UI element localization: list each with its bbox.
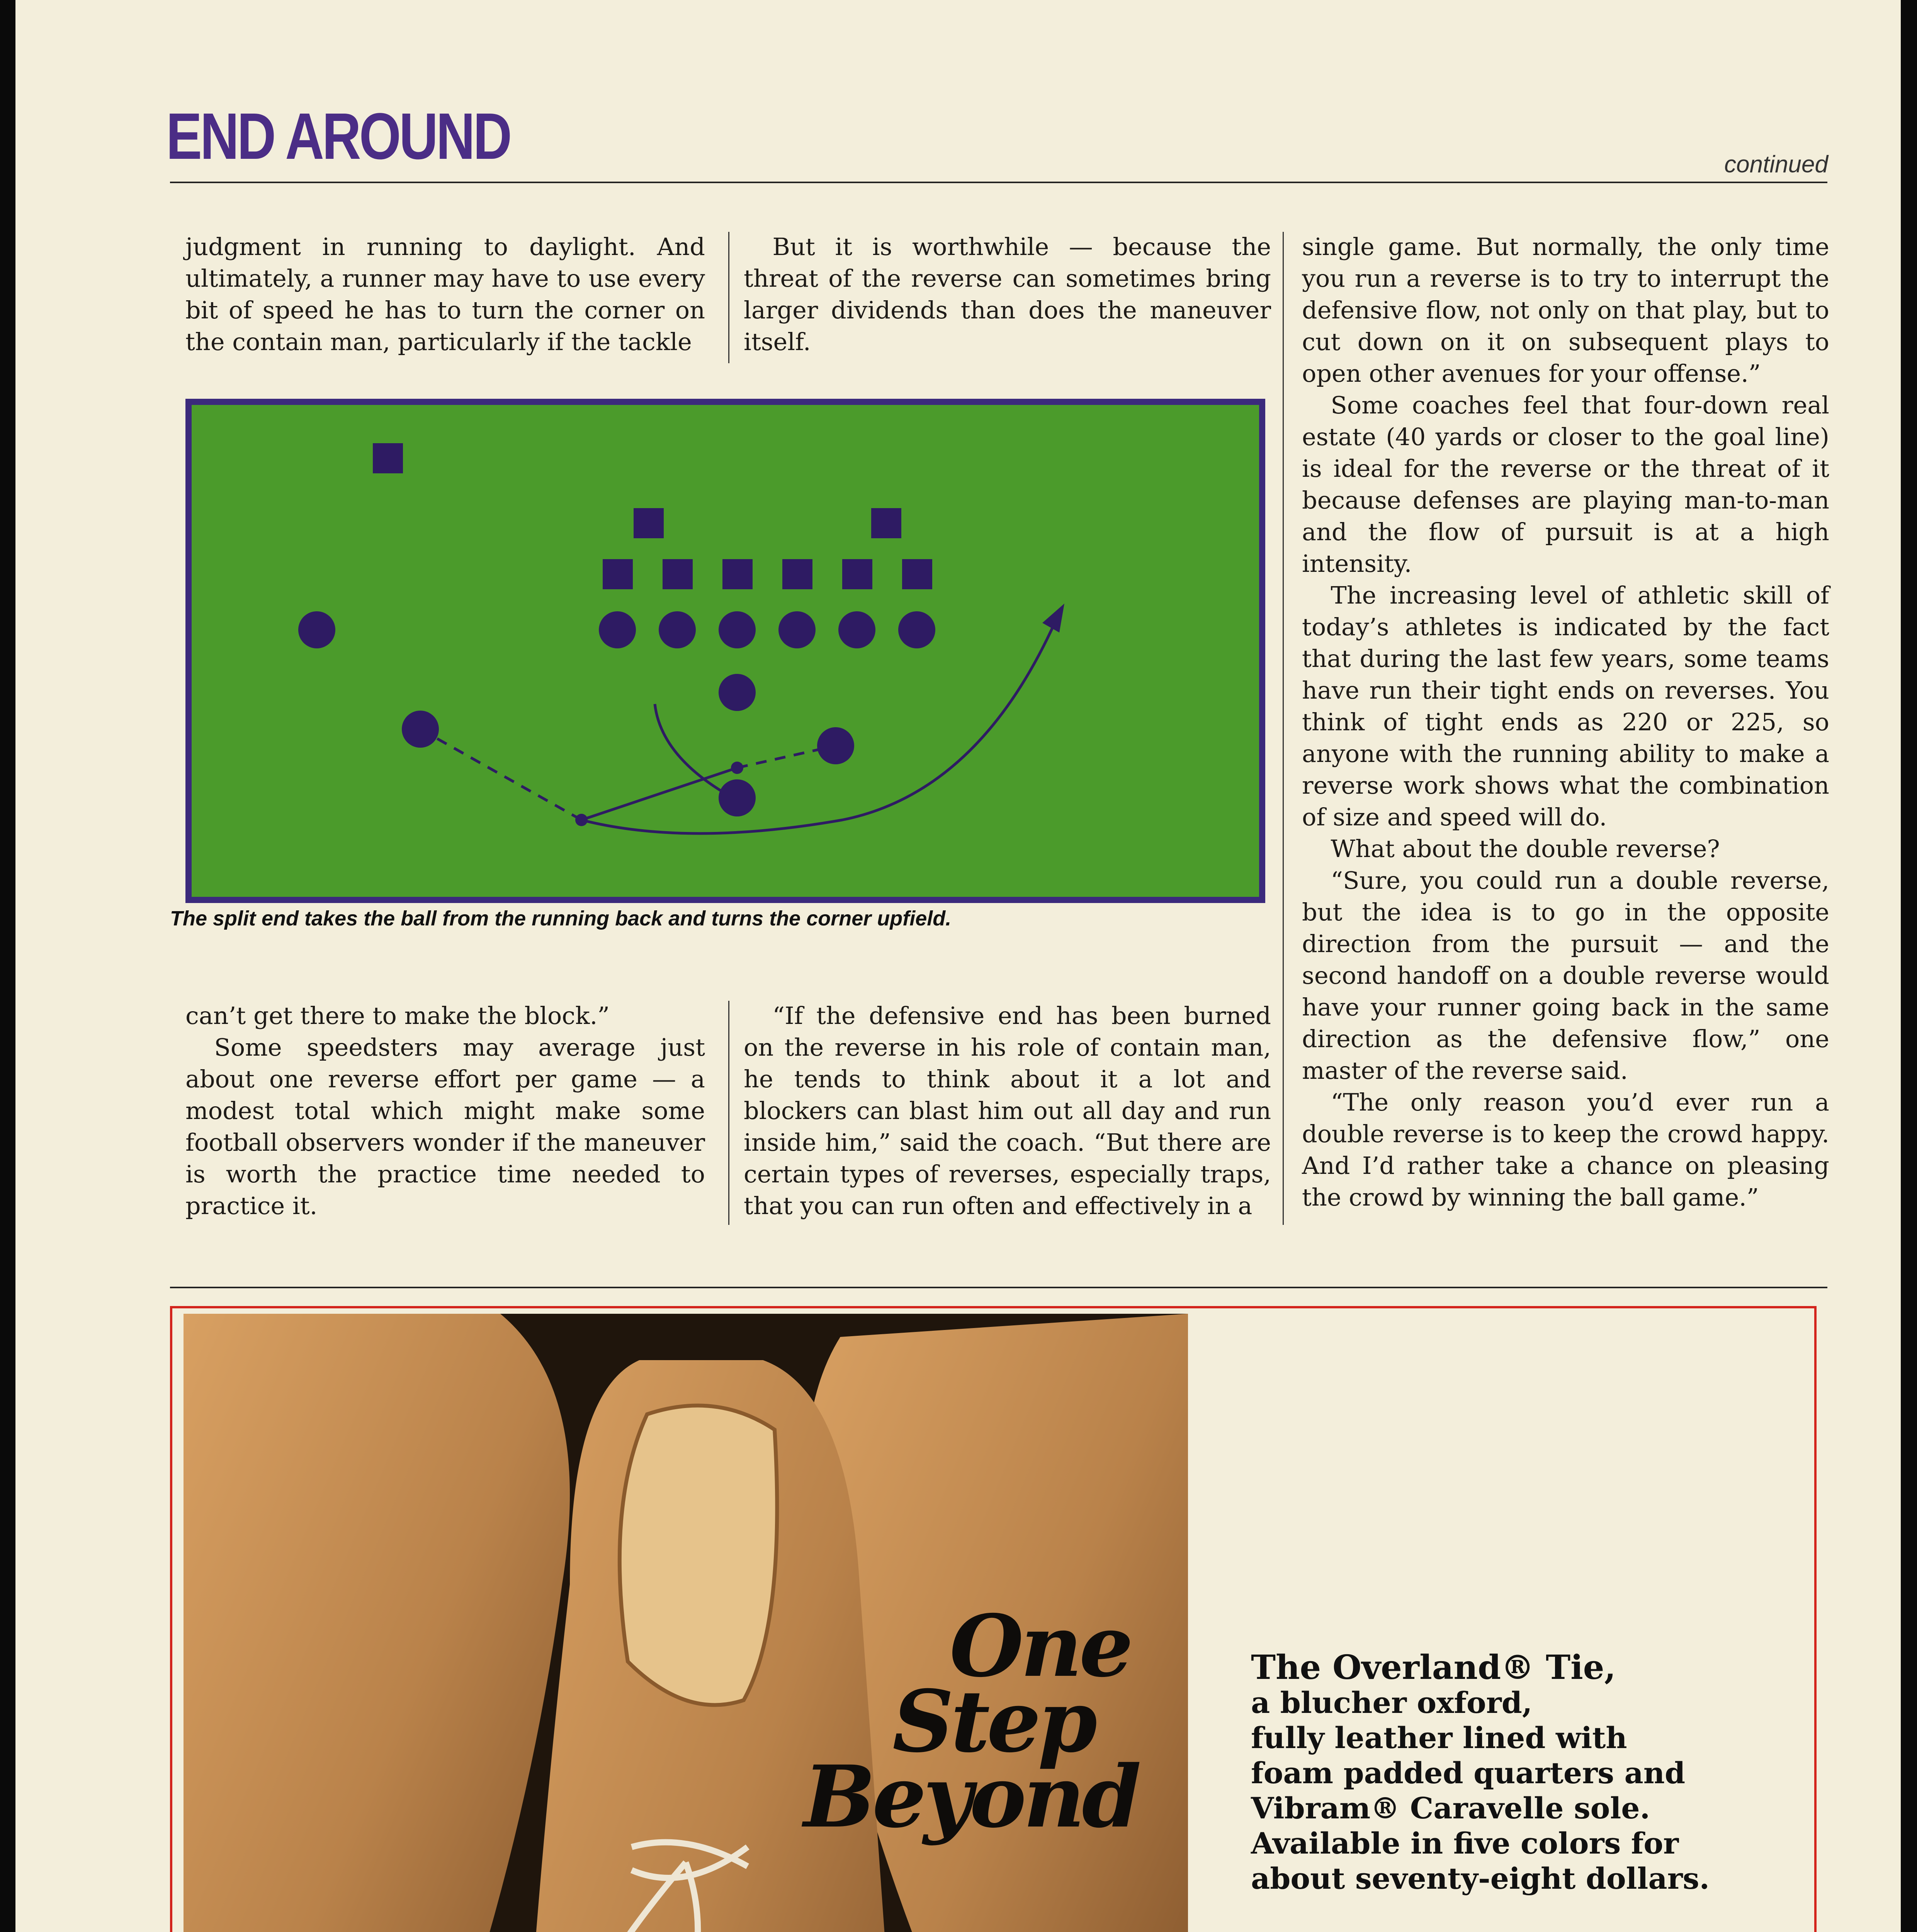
play-diagram: [185, 399, 1265, 903]
article-col2-top: [744, 231, 1271, 358]
article-col3: [1302, 231, 1829, 1213]
offense-circle: [659, 611, 696, 648]
product-line: Vibram® Caravelle sole.: [1251, 1791, 1650, 1825]
defender-square: [634, 508, 664, 538]
offense-circle: [778, 611, 816, 648]
paragraph: single game. But normally, the only time you run a reverse is to try to interrupt the defensive flow, not only on that play, but to cut down on it on subsequent plays to open other avenues for your offense.”: [1302, 233, 1829, 388]
defender-square: [373, 443, 403, 473]
defender-square: [722, 559, 753, 589]
column-divider: [1283, 232, 1284, 1225]
paragraph: But it is worthwhile — because the threat of the reverse can sometimes bring larger dividends than does the maneuver itself.: [744, 233, 1271, 356]
continued-label: continued: [1724, 151, 1828, 178]
paragraph: can’t get there to make the block.”: [185, 1002, 610, 1030]
left-shoe: [184, 1314, 570, 1932]
offense-circle: [898, 611, 935, 648]
product-line: about seventy-eight dollars.: [1251, 1861, 1710, 1896]
tagline-word: Beyond: [804, 1747, 1139, 1847]
paragraph: The increasing level of athletic skill of today’s athletes is indicated by the fact that during the last few years, some teams have run their tight ends on reverses. You think of tight ends as 220 or 225, so anyone with the running ability to make a reverse work shows what the combination of size and speed will do.: [1302, 581, 1829, 831]
tagline-word: Step: [892, 1671, 1094, 1771]
column-divider: [728, 1001, 729, 1225]
product-line: fully leather lined with: [1251, 1721, 1627, 1755]
product-copy: [1251, 1650, 1710, 1896]
paragraph: judgment in running to daylight. And ultimately, a runner may have to use every bit of speed he has to turn the corner on the contain man, particularly if the tackle: [185, 233, 705, 356]
paragraph: “The only reason you’d ever run a double reverse is to keep the crowd happy. And I’d rather take a chance on pleasing the crowd by winning the ball game.”: [1302, 1088, 1829, 1211]
field-border: [189, 402, 1262, 900]
defender-square: [871, 508, 901, 538]
tagline-word: One: [950, 1596, 1130, 1696]
offense-circle: [838, 611, 875, 648]
defender-square: [902, 559, 932, 589]
paragraph: Some speedsters may average just about one reverse effort per game — a modest total which might make some football observers wonder if the maneuver is worth the practice time needed to practice it.: [185, 1033, 705, 1220]
defender-square: [842, 559, 872, 589]
article-col2-bottom: [744, 1000, 1271, 1222]
offense-circle: [298, 611, 335, 648]
paragraph: What about the double reverse?: [1331, 835, 1720, 863]
section-title: END AROUND: [166, 100, 510, 173]
defender-square: [663, 559, 693, 589]
product-name: The Overland® Tie,: [1251, 1648, 1616, 1687]
offense-circle: [599, 611, 636, 648]
product-line: Available in five colors for: [1251, 1826, 1679, 1861]
product-line: a blucher oxford,: [1251, 1685, 1533, 1720]
offense-circle: [719, 611, 756, 648]
article-col1-top: [185, 231, 705, 358]
product-line: foam padded quarters and: [1251, 1756, 1686, 1790]
article-end-rule: [170, 1287, 1827, 1288]
defender-square: [603, 559, 633, 589]
article-col1-bottom: [185, 1000, 705, 1222]
offense-circle: [719, 674, 756, 711]
diagram-caption: The split end takes the ball from the running back and turns the corner upfield.: [170, 907, 952, 930]
paragraph: “Sure, you could run a double reverse, but the idea is to go in the opposite direction from the pursuit — and the second handoff on a double reverse would have your runner going back in the same direction as the defensive flow,” one master of the reverse said.: [1302, 866, 1829, 1085]
paragraph: Some coaches feel that four-down real estate (40 yards or closer to the goal line) is ideal for the reverse or the threat of it because defenses are playing man-to-man and the flow of pursuit is at a high intensity.: [1302, 391, 1829, 578]
column-divider: [728, 232, 729, 363]
offense-circle: [719, 779, 756, 816]
center-shoe-opening: [620, 1406, 777, 1705]
defender-square: [782, 559, 812, 589]
header-rule: [170, 182, 1827, 183]
paragraph: “If the defensive end has been burned on the reverse in his role of contain man, he tends to think about it a lot and blockers can blast him out all day and run inside him,” said the coach. “But there are certain types of reverses, especially traps, that you can run often and effectively in a: [744, 1002, 1271, 1220]
